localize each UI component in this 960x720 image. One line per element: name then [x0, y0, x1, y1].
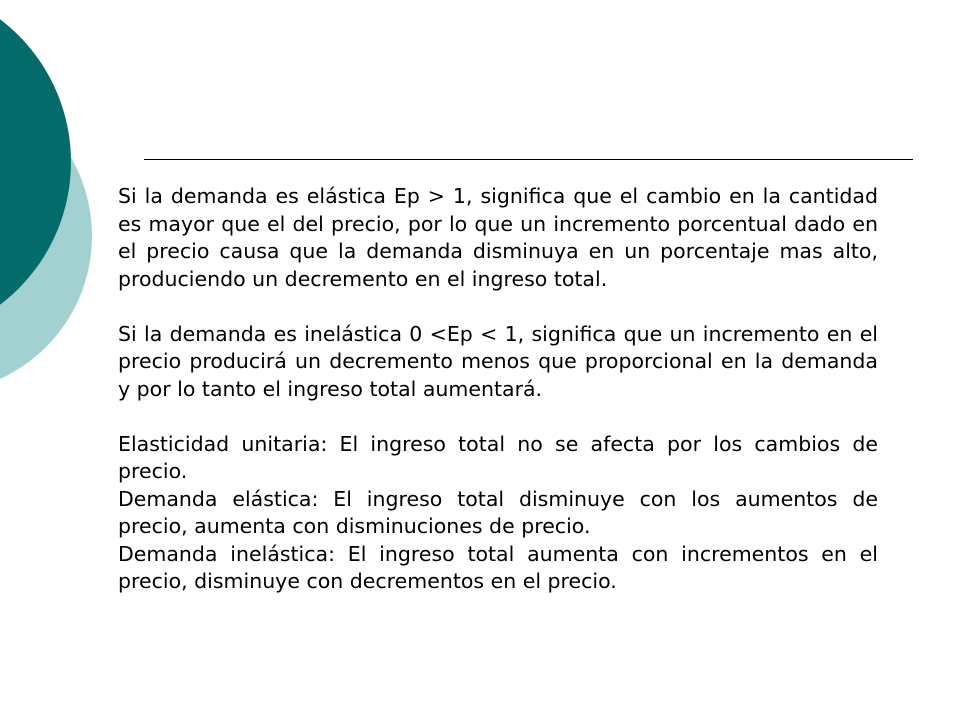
paragraph-unit-elasticity: Elasticidad unitaria: El ingreso total no se afecta por los cambios de precio.: [118, 431, 878, 483]
paragraph-inelastic-summary: Demanda inelástica: El ingreso total aumenta con incrementos en el precio, disminuye con decrementos en el precio.: [118, 541, 878, 593]
paragraph-elastic-demand: Si la demanda es elástica Ep > 1, significa que el cambio en la cantidad es mayor que el del precio, por lo que un incremento porcentual dado en el precio causa que la demanda disminuya en un porcentaje mas alto, produciendo un decremento en el ingreso total.: [118, 184, 878, 291]
paragraph-inelastic-demand: Si la demanda es inelástica 0 <Ep < 1, significa que un incremento en el precio producirá un decremento menos que proporcional en la demanda y por lo tanto el ingreso total aumentará.: [118, 321, 878, 401]
title-divider-line: [144, 159, 913, 160]
slide-body: [118, 183, 878, 596]
paragraph-elastic-summary: Demanda elástica: El ingreso total disminuye con los aumentos de precio, aumenta con disminuciones de precio.: [118, 486, 878, 538]
